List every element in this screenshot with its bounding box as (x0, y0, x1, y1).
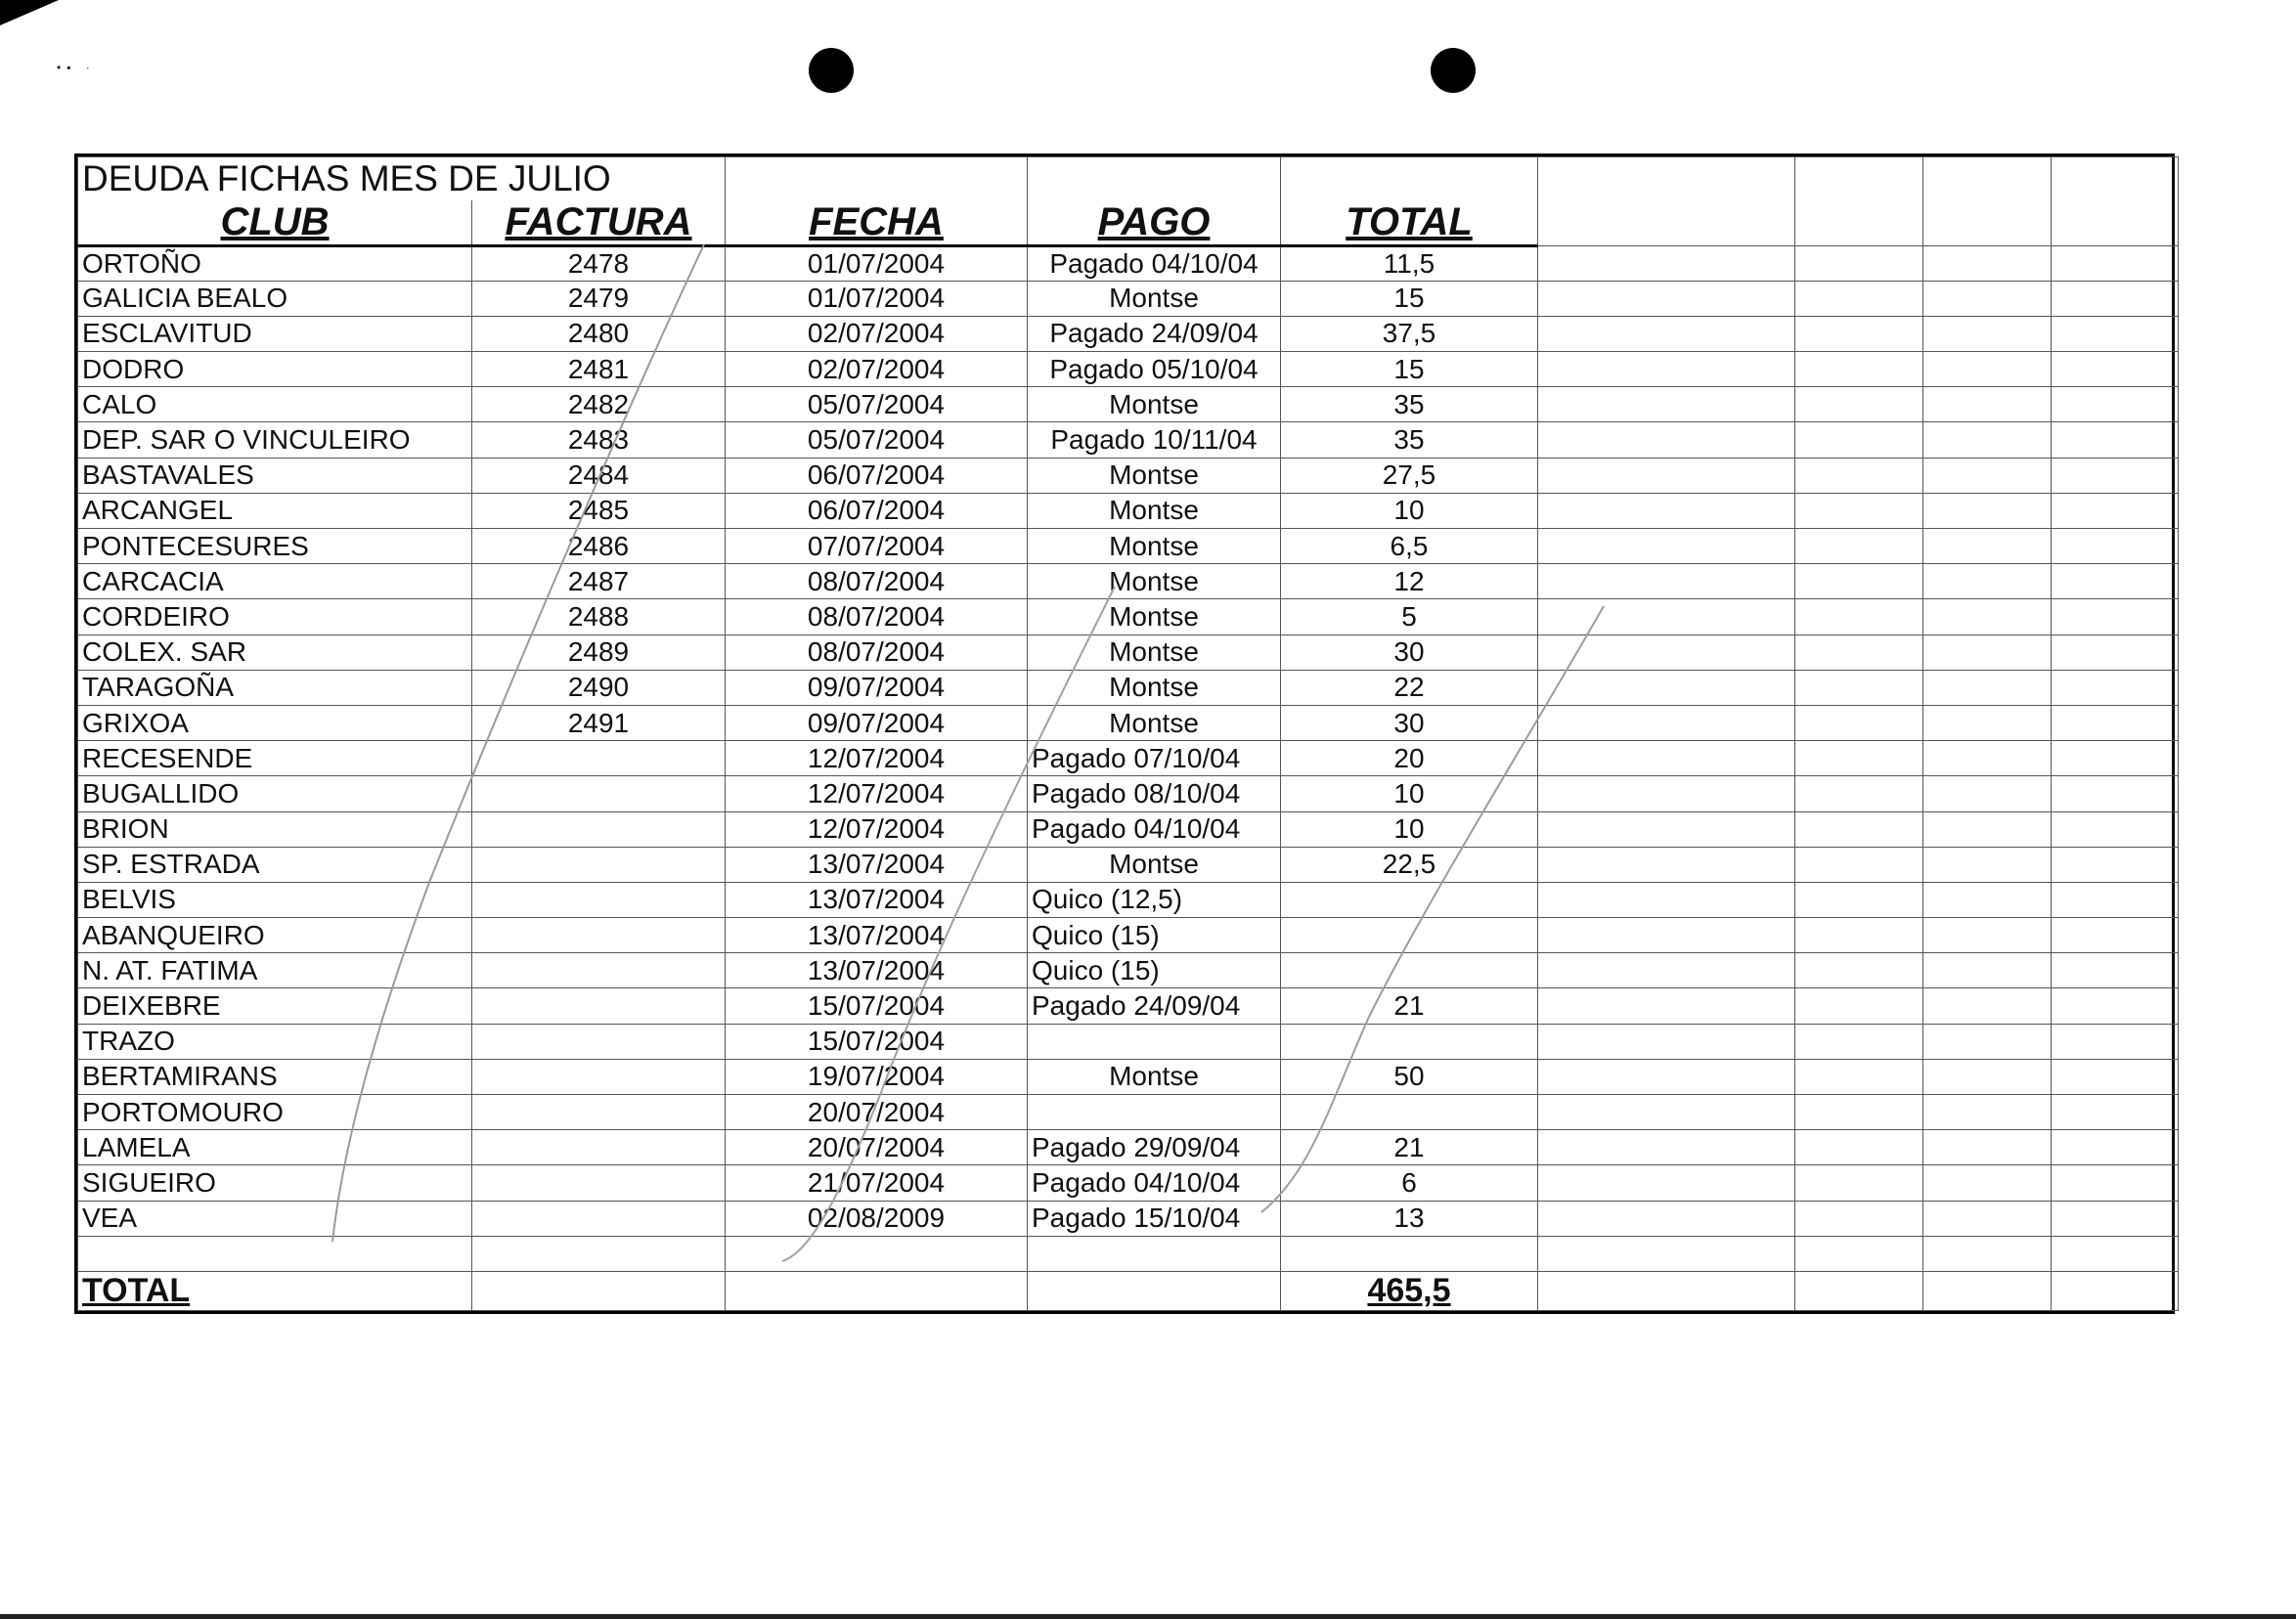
cell-pago: Pagado 05/10/04 (1028, 352, 1281, 387)
cell-total: 21 (1281, 1130, 1538, 1165)
cell-factura: 2488 (472, 599, 726, 634)
cell-factura (472, 1059, 726, 1094)
cell-club: DEP. SAR O VINCULEIRO (78, 422, 472, 458)
cell-club: SP. ESTRADA (78, 847, 472, 882)
empty-cell (2052, 387, 2179, 422)
empty-cell (1923, 458, 2052, 493)
cell-fecha: 20/07/2004 (726, 1095, 1028, 1130)
empty-cell (2052, 245, 2179, 281)
cell-factura: 2491 (472, 705, 726, 740)
empty-cell (1538, 245, 1795, 281)
empty-cell (2052, 918, 2179, 953)
empty-cell (1923, 529, 2052, 564)
empty-cell (2052, 1024, 2179, 1059)
cell-factura: 2482 (472, 387, 726, 422)
empty-cell (1538, 352, 1795, 387)
empty-cell (1538, 988, 1795, 1024)
empty-cell (2052, 422, 2179, 458)
cell-factura (472, 741, 726, 776)
cell-club: CARCACIA (78, 564, 472, 599)
cell-club: ORTOÑO (78, 245, 472, 281)
total-value: 465,5 (1281, 1271, 1538, 1310)
cell-club: PORTOMOURO (78, 1095, 472, 1130)
cell-factura: 2486 (472, 529, 726, 564)
cell-fecha: 12/07/2004 (726, 776, 1028, 811)
cell-fecha: 06/07/2004 (726, 458, 1028, 493)
empty-cell (2052, 847, 2179, 882)
empty-cell (2052, 316, 2179, 351)
empty-cell (1795, 458, 1923, 493)
cell-total: 20 (1281, 741, 1538, 776)
cell-factura: 2484 (472, 458, 726, 493)
cell-total: 30 (1281, 705, 1538, 740)
cell-factura (472, 847, 726, 882)
cell-total (1281, 1095, 1538, 1130)
cell-fecha: 07/07/2004 (726, 529, 1028, 564)
punch-hole-right (1431, 48, 1476, 93)
empty-cell (2052, 953, 2179, 988)
cell-pago: Pagado 10/11/04 (1028, 422, 1281, 458)
empty-cell (1538, 599, 1795, 634)
cell-club: DODRO (78, 352, 472, 387)
empty-cell (1923, 953, 2052, 988)
cell-club: PONTECESURES (78, 529, 472, 564)
empty-cell (2052, 352, 2179, 387)
empty-cell (1538, 387, 1795, 422)
empty-cell (1795, 281, 1923, 316)
empty-cell (1795, 741, 1923, 776)
empty-cell (1538, 1130, 1795, 1165)
table-row (78, 634, 2179, 670)
cell-club: N. AT. FATIMA (78, 953, 472, 988)
table-row (78, 599, 2179, 634)
empty-cell (1923, 741, 2052, 776)
cell-factura: 2489 (472, 634, 726, 670)
table-row (78, 458, 2179, 493)
cell-fecha: 06/07/2004 (726, 493, 1028, 528)
header-row (78, 200, 2179, 246)
cell-club: SIGUEIRO (78, 1165, 472, 1201)
cell-total: 15 (1281, 281, 1538, 316)
cell-fecha: 13/07/2004 (726, 882, 1028, 917)
empty-cell (1538, 1024, 1795, 1059)
cell-fecha: 02/08/2009 (726, 1201, 1028, 1236)
cell-fecha: 01/07/2004 (726, 281, 1028, 316)
cell-fecha: 15/07/2004 (726, 988, 1028, 1024)
cell-pago: Montse (1028, 529, 1281, 564)
empty-cell (1538, 493, 1795, 528)
empty-cell (1923, 245, 2052, 281)
cell-total: 35 (1281, 387, 1538, 422)
table-row (78, 988, 2179, 1024)
empty-cell (1538, 564, 1795, 599)
cell-total: 10 (1281, 776, 1538, 811)
empty-cell (1795, 245, 1923, 281)
cell-factura: 2480 (472, 316, 726, 351)
cell-pago: Pagado 15/10/04 (1028, 1201, 1281, 1236)
cell-club: LAMELA (78, 1130, 472, 1165)
cell-club: VEA (78, 1201, 472, 1236)
table-row (78, 776, 2179, 811)
empty-cell (1538, 1165, 1795, 1201)
empty-cell (2052, 458, 2179, 493)
empty-cell (2052, 1165, 2179, 1201)
empty-cell (2052, 1059, 2179, 1094)
cell-total: 22 (1281, 670, 1538, 705)
spacer-row (78, 1236, 2179, 1271)
empty-cell (1923, 670, 2052, 705)
empty-cell (1795, 316, 1923, 351)
cell-total: 11,5 (1281, 245, 1538, 281)
empty-cell (1795, 776, 1923, 811)
table-row (78, 705, 2179, 740)
total-row (78, 1271, 2179, 1310)
empty-cell (1795, 918, 1923, 953)
cell-factura: 2487 (472, 564, 726, 599)
empty-cell (1795, 634, 1923, 670)
table-row (78, 882, 2179, 917)
cell-club: ESCLAVITUD (78, 316, 472, 351)
cell-club: DEIXEBRE (78, 988, 472, 1024)
empty-cell (2052, 1201, 2179, 1236)
cell-pago: Montse (1028, 1059, 1281, 1094)
cell-pago: Montse (1028, 493, 1281, 528)
cell-club: CALO (78, 387, 472, 422)
table-row (78, 918, 2179, 953)
empty-cell (1538, 1201, 1795, 1236)
cell-pago (1028, 1024, 1281, 1059)
empty-cell (1795, 705, 1923, 740)
scan-bottom-edge (0, 1614, 2296, 1619)
table-row (78, 1059, 2179, 1094)
cell-factura (472, 988, 726, 1024)
cell-fecha: 13/07/2004 (726, 953, 1028, 988)
empty-cell (2052, 493, 2179, 528)
header-pago: PAGO (1028, 200, 1281, 246)
empty-cell (1923, 387, 2052, 422)
cell-factura: 2490 (472, 670, 726, 705)
cell-total (1281, 882, 1538, 917)
sheet-title: DEUDA FICHAS MES DE JULIO (78, 157, 726, 200)
empty-cell (2052, 529, 2179, 564)
empty-cell (2052, 882, 2179, 917)
empty-cell (2052, 705, 2179, 740)
empty-cell (1923, 1024, 2052, 1059)
cell-fecha: 05/07/2004 (726, 387, 1028, 422)
empty-cell (1923, 599, 2052, 634)
cell-total: 5 (1281, 599, 1538, 634)
cell-club: RECESENDE (78, 741, 472, 776)
table-row (78, 1024, 2179, 1059)
header-total: TOTAL (1281, 200, 1538, 246)
table-row (78, 811, 2179, 847)
cell-club: GALICIA BEALO (78, 281, 472, 316)
cell-factura: 2483 (472, 422, 726, 458)
empty-cell (1795, 387, 1923, 422)
cell-fecha: 08/07/2004 (726, 634, 1028, 670)
cell-factura (472, 776, 726, 811)
cell-pago: Montse (1028, 705, 1281, 740)
cell-pago: Montse (1028, 670, 1281, 705)
cell-club: ABANQUEIRO (78, 918, 472, 953)
empty-cell (1795, 882, 1923, 917)
empty-cell (1923, 918, 2052, 953)
empty-cell (1538, 316, 1795, 351)
cell-pago: Pagado 04/10/04 (1028, 811, 1281, 847)
empty-cell (1923, 847, 2052, 882)
empty-cell (1795, 599, 1923, 634)
table-row (78, 953, 2179, 988)
cell-pago: Pagado 24/09/04 (1028, 988, 1281, 1024)
cell-factura (472, 811, 726, 847)
cell-factura (472, 918, 726, 953)
cell-total: 10 (1281, 493, 1538, 528)
table-row (78, 1095, 2179, 1130)
empty-cell (1538, 811, 1795, 847)
cell-fecha: 13/07/2004 (726, 847, 1028, 882)
header-club: CLUB (78, 200, 472, 246)
empty-cell (1923, 811, 2052, 847)
cell-total: 37,5 (1281, 316, 1538, 351)
empty-cell (1923, 776, 2052, 811)
empty-cell (1795, 1024, 1923, 1059)
cell-pago: Montse (1028, 564, 1281, 599)
table-row (78, 1130, 2179, 1165)
empty-cell (1795, 988, 1923, 1024)
scan-corner-mark (0, 0, 59, 25)
cell-pago: Pagado 04/10/04 (1028, 1165, 1281, 1201)
cell-fecha: 01/07/2004 (726, 245, 1028, 281)
cell-club: TARAGOÑA (78, 670, 472, 705)
title-row (78, 157, 2179, 200)
header-factura: FACTURA (472, 200, 726, 246)
empty-cell (1923, 882, 2052, 917)
cell-fecha: 20/07/2004 (726, 1130, 1028, 1165)
cell-total: 12 (1281, 564, 1538, 599)
cell-pago: Quico (12,5) (1028, 882, 1281, 917)
cell-total: 35 (1281, 422, 1538, 458)
cell-club: BRION (78, 811, 472, 847)
empty-cell (1538, 882, 1795, 917)
empty-cell (1923, 493, 2052, 528)
cell-factura (472, 1024, 726, 1059)
empty-cell (1923, 352, 2052, 387)
cell-total (1281, 1024, 1538, 1059)
cell-fecha: 02/07/2004 (726, 316, 1028, 351)
empty-cell (1795, 493, 1923, 528)
cell-fecha: 19/07/2004 (726, 1059, 1028, 1094)
empty-cell (1538, 953, 1795, 988)
empty-cell (1538, 776, 1795, 811)
cell-pago: Pagado 04/10/04 (1028, 245, 1281, 281)
total-label: TOTAL (78, 1271, 472, 1310)
cell-factura: 2481 (472, 352, 726, 387)
cell-factura (472, 953, 726, 988)
empty-cell (1795, 1130, 1923, 1165)
table-row (78, 529, 2179, 564)
empty-cell (1538, 458, 1795, 493)
empty-cell (1923, 1059, 2052, 1094)
cell-club: BELVIS (78, 882, 472, 917)
empty-cell (1795, 1165, 1923, 1201)
cell-total: 13 (1281, 1201, 1538, 1236)
table-row (78, 352, 2179, 387)
cell-fecha: 02/07/2004 (726, 352, 1028, 387)
cell-total: 22,5 (1281, 847, 1538, 882)
cell-fecha: 21/07/2004 (726, 1165, 1028, 1201)
empty-cell (2052, 1130, 2179, 1165)
cell-club: GRIXOA (78, 705, 472, 740)
empty-cell (1795, 670, 1923, 705)
scan-specks: •▪ · (57, 61, 96, 74)
empty-cell (1538, 1095, 1795, 1130)
table-row (78, 422, 2179, 458)
empty-cell (1923, 634, 2052, 670)
table-row (78, 847, 2179, 882)
empty-cell (1923, 1201, 2052, 1236)
table-row (78, 387, 2179, 422)
cell-pago: Pagado 07/10/04 (1028, 741, 1281, 776)
cell-pago: Montse (1028, 634, 1281, 670)
empty-cell (1795, 529, 1923, 564)
cell-total: 6 (1281, 1165, 1538, 1201)
cell-fecha: 05/07/2004 (726, 422, 1028, 458)
cell-total: 27,5 (1281, 458, 1538, 493)
cell-pago (1028, 1095, 1281, 1130)
cell-total (1281, 918, 1538, 953)
cell-pago: Montse (1028, 847, 1281, 882)
empty-cell (2052, 1095, 2179, 1130)
table-row (78, 1201, 2179, 1236)
empty-cell (1538, 634, 1795, 670)
empty-cell (2052, 634, 2179, 670)
empty-cell (1795, 1201, 1923, 1236)
empty-cell (1923, 422, 2052, 458)
empty-cell (1795, 847, 1923, 882)
table-row (78, 245, 2179, 281)
cell-total: 30 (1281, 634, 1538, 670)
cell-club: BUGALLIDO (78, 776, 472, 811)
cell-factura (472, 1165, 726, 1201)
empty-cell (2052, 741, 2179, 776)
table-row (78, 1165, 2179, 1201)
cell-pago: Montse (1028, 281, 1281, 316)
spreadsheet (74, 153, 2175, 1314)
cell-pago: Montse (1028, 458, 1281, 493)
empty-cell (1923, 705, 2052, 740)
cell-pago: Montse (1028, 387, 1281, 422)
cell-total: 15 (1281, 352, 1538, 387)
cell-factura: 2485 (472, 493, 726, 528)
table-row (78, 741, 2179, 776)
cell-factura: 2478 (472, 245, 726, 281)
empty-cell (1923, 1095, 2052, 1130)
empty-cell (1923, 1130, 2052, 1165)
empty-cell (2052, 811, 2179, 847)
cell-fecha: 08/07/2004 (726, 599, 1028, 634)
empty-cell (1538, 529, 1795, 564)
empty-cell (1795, 564, 1923, 599)
cell-total (1281, 953, 1538, 988)
cell-club: TRAZO (78, 1024, 472, 1059)
cell-fecha: 12/07/2004 (726, 811, 1028, 847)
empty-cell (2052, 670, 2179, 705)
empty-cell (1538, 670, 1795, 705)
cell-pago: Pagado 29/09/04 (1028, 1130, 1281, 1165)
header-fecha: FECHA (726, 200, 1028, 246)
cell-club: BERTAMIRANS (78, 1059, 472, 1094)
cell-pago: Quico (15) (1028, 953, 1281, 988)
cell-fecha: 08/07/2004 (726, 564, 1028, 599)
empty-cell (1795, 352, 1923, 387)
table-row (78, 493, 2179, 528)
cell-fecha: 12/07/2004 (726, 741, 1028, 776)
empty-cell (2052, 776, 2179, 811)
cell-total: 21 (1281, 988, 1538, 1024)
cell-fecha: 09/07/2004 (726, 705, 1028, 740)
cell-pago: Pagado 24/09/04 (1028, 316, 1281, 351)
cell-factura (472, 1201, 726, 1236)
cell-total: 6,5 (1281, 529, 1538, 564)
empty-cell (1538, 741, 1795, 776)
cell-pago: Pagado 08/10/04 (1028, 776, 1281, 811)
cell-club: ARCANGEL (78, 493, 472, 528)
cell-factura (472, 882, 726, 917)
cell-factura (472, 1095, 726, 1130)
table-row (78, 316, 2179, 351)
empty-cell (1923, 281, 2052, 316)
cell-factura: 2479 (472, 281, 726, 316)
cell-club: CORDEIRO (78, 599, 472, 634)
empty-cell (2052, 599, 2179, 634)
empty-cell (1795, 953, 1923, 988)
empty-cell (1538, 705, 1795, 740)
empty-cell (1538, 918, 1795, 953)
empty-cell (1923, 1165, 2052, 1201)
empty-cell (2052, 988, 2179, 1024)
cell-total: 10 (1281, 811, 1538, 847)
empty-cell (1538, 422, 1795, 458)
empty-cell (1795, 422, 1923, 458)
empty-cell (1923, 316, 2052, 351)
table-row (78, 564, 2179, 599)
cell-club: BASTAVALES (78, 458, 472, 493)
punch-hole-left (809, 48, 854, 93)
cell-fecha: 15/07/2004 (726, 1024, 1028, 1059)
empty-cell (1538, 281, 1795, 316)
empty-cell (2052, 564, 2179, 599)
cell-fecha: 13/07/2004 (726, 918, 1028, 953)
empty-cell (2052, 281, 2179, 316)
empty-cell (1538, 1059, 1795, 1094)
cell-fecha: 09/07/2004 (726, 670, 1028, 705)
cell-pago: Montse (1028, 599, 1281, 634)
empty-cell (1795, 1095, 1923, 1130)
cell-pago: Quico (15) (1028, 918, 1281, 953)
debt-table (77, 156, 2179, 1311)
cell-total: 50 (1281, 1059, 1538, 1094)
empty-cell (1538, 847, 1795, 882)
table-row (78, 670, 2179, 705)
empty-cell (1923, 564, 2052, 599)
cell-factura (472, 1130, 726, 1165)
empty-cell (1795, 1059, 1923, 1094)
cell-club: COLEX. SAR (78, 634, 472, 670)
table-row (78, 281, 2179, 316)
empty-cell (1795, 811, 1923, 847)
empty-cell (1923, 988, 2052, 1024)
